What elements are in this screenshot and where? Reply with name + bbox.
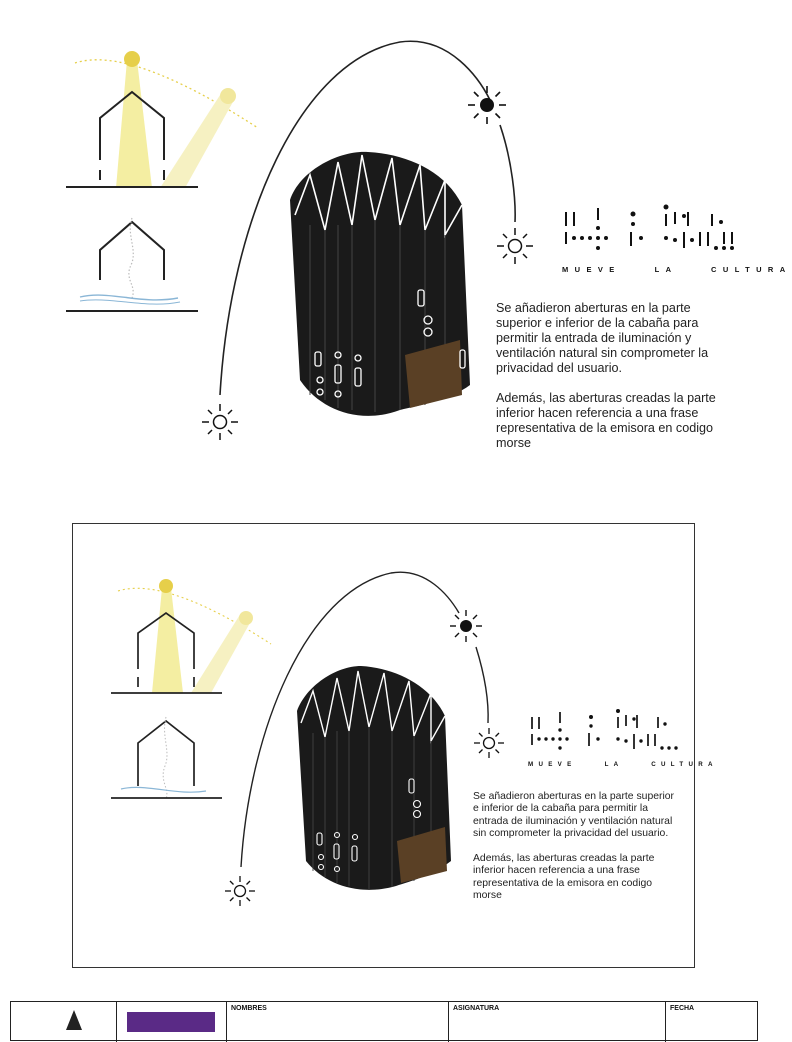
concept-panel-framed: [72, 523, 718, 968]
description-text: [473, 791, 678, 915]
fecha-cell: [666, 1002, 759, 1042]
logo-tagline: MUEVE LA CULTURA: [528, 761, 718, 768]
nombres-cell: [227, 1002, 449, 1042]
institution-logo-icon: [66, 1010, 82, 1030]
description-paragraph: Además, las aberturas creadas la parte inferior hacen referencia a una frase representativa de la emisora en codigo morse: [496, 391, 716, 450]
fecha-label: FECHA: [670, 1005, 695, 1012]
description-paragraph: Además, las aberturas creadas la parte inferior hacen referencia a una frase representativa de la emisora en codigo morse: [473, 853, 655, 902]
nombres-label: NOMBRES: [231, 1005, 267, 1012]
description-paragraph: Se añadieron aberturas en la parte superior e inferior de la cabaña para permitir la entrada de iluminación y ventilación natural sin comprometer la privacidad del usuario.: [473, 791, 675, 840]
badge-cell: [117, 1002, 227, 1042]
asignatura-cell: [449, 1002, 666, 1042]
logo-cell: [11, 1002, 117, 1042]
asignatura-label: ASIGNATURA: [453, 1005, 500, 1012]
title-block: [10, 1001, 758, 1041]
logo-tagline: MUEVE LA CULTURA: [562, 265, 792, 274]
description-paragraph: Se añadieron aberturas en la parte superior e inferior de la cabaña para permitir la entrada de iluminación y ventilación natural sin comprometer la privacidad del usuario.: [496, 301, 709, 375]
purple-badge: [127, 1012, 215, 1032]
framed-panel-content: [1, 1, 769, 1025]
